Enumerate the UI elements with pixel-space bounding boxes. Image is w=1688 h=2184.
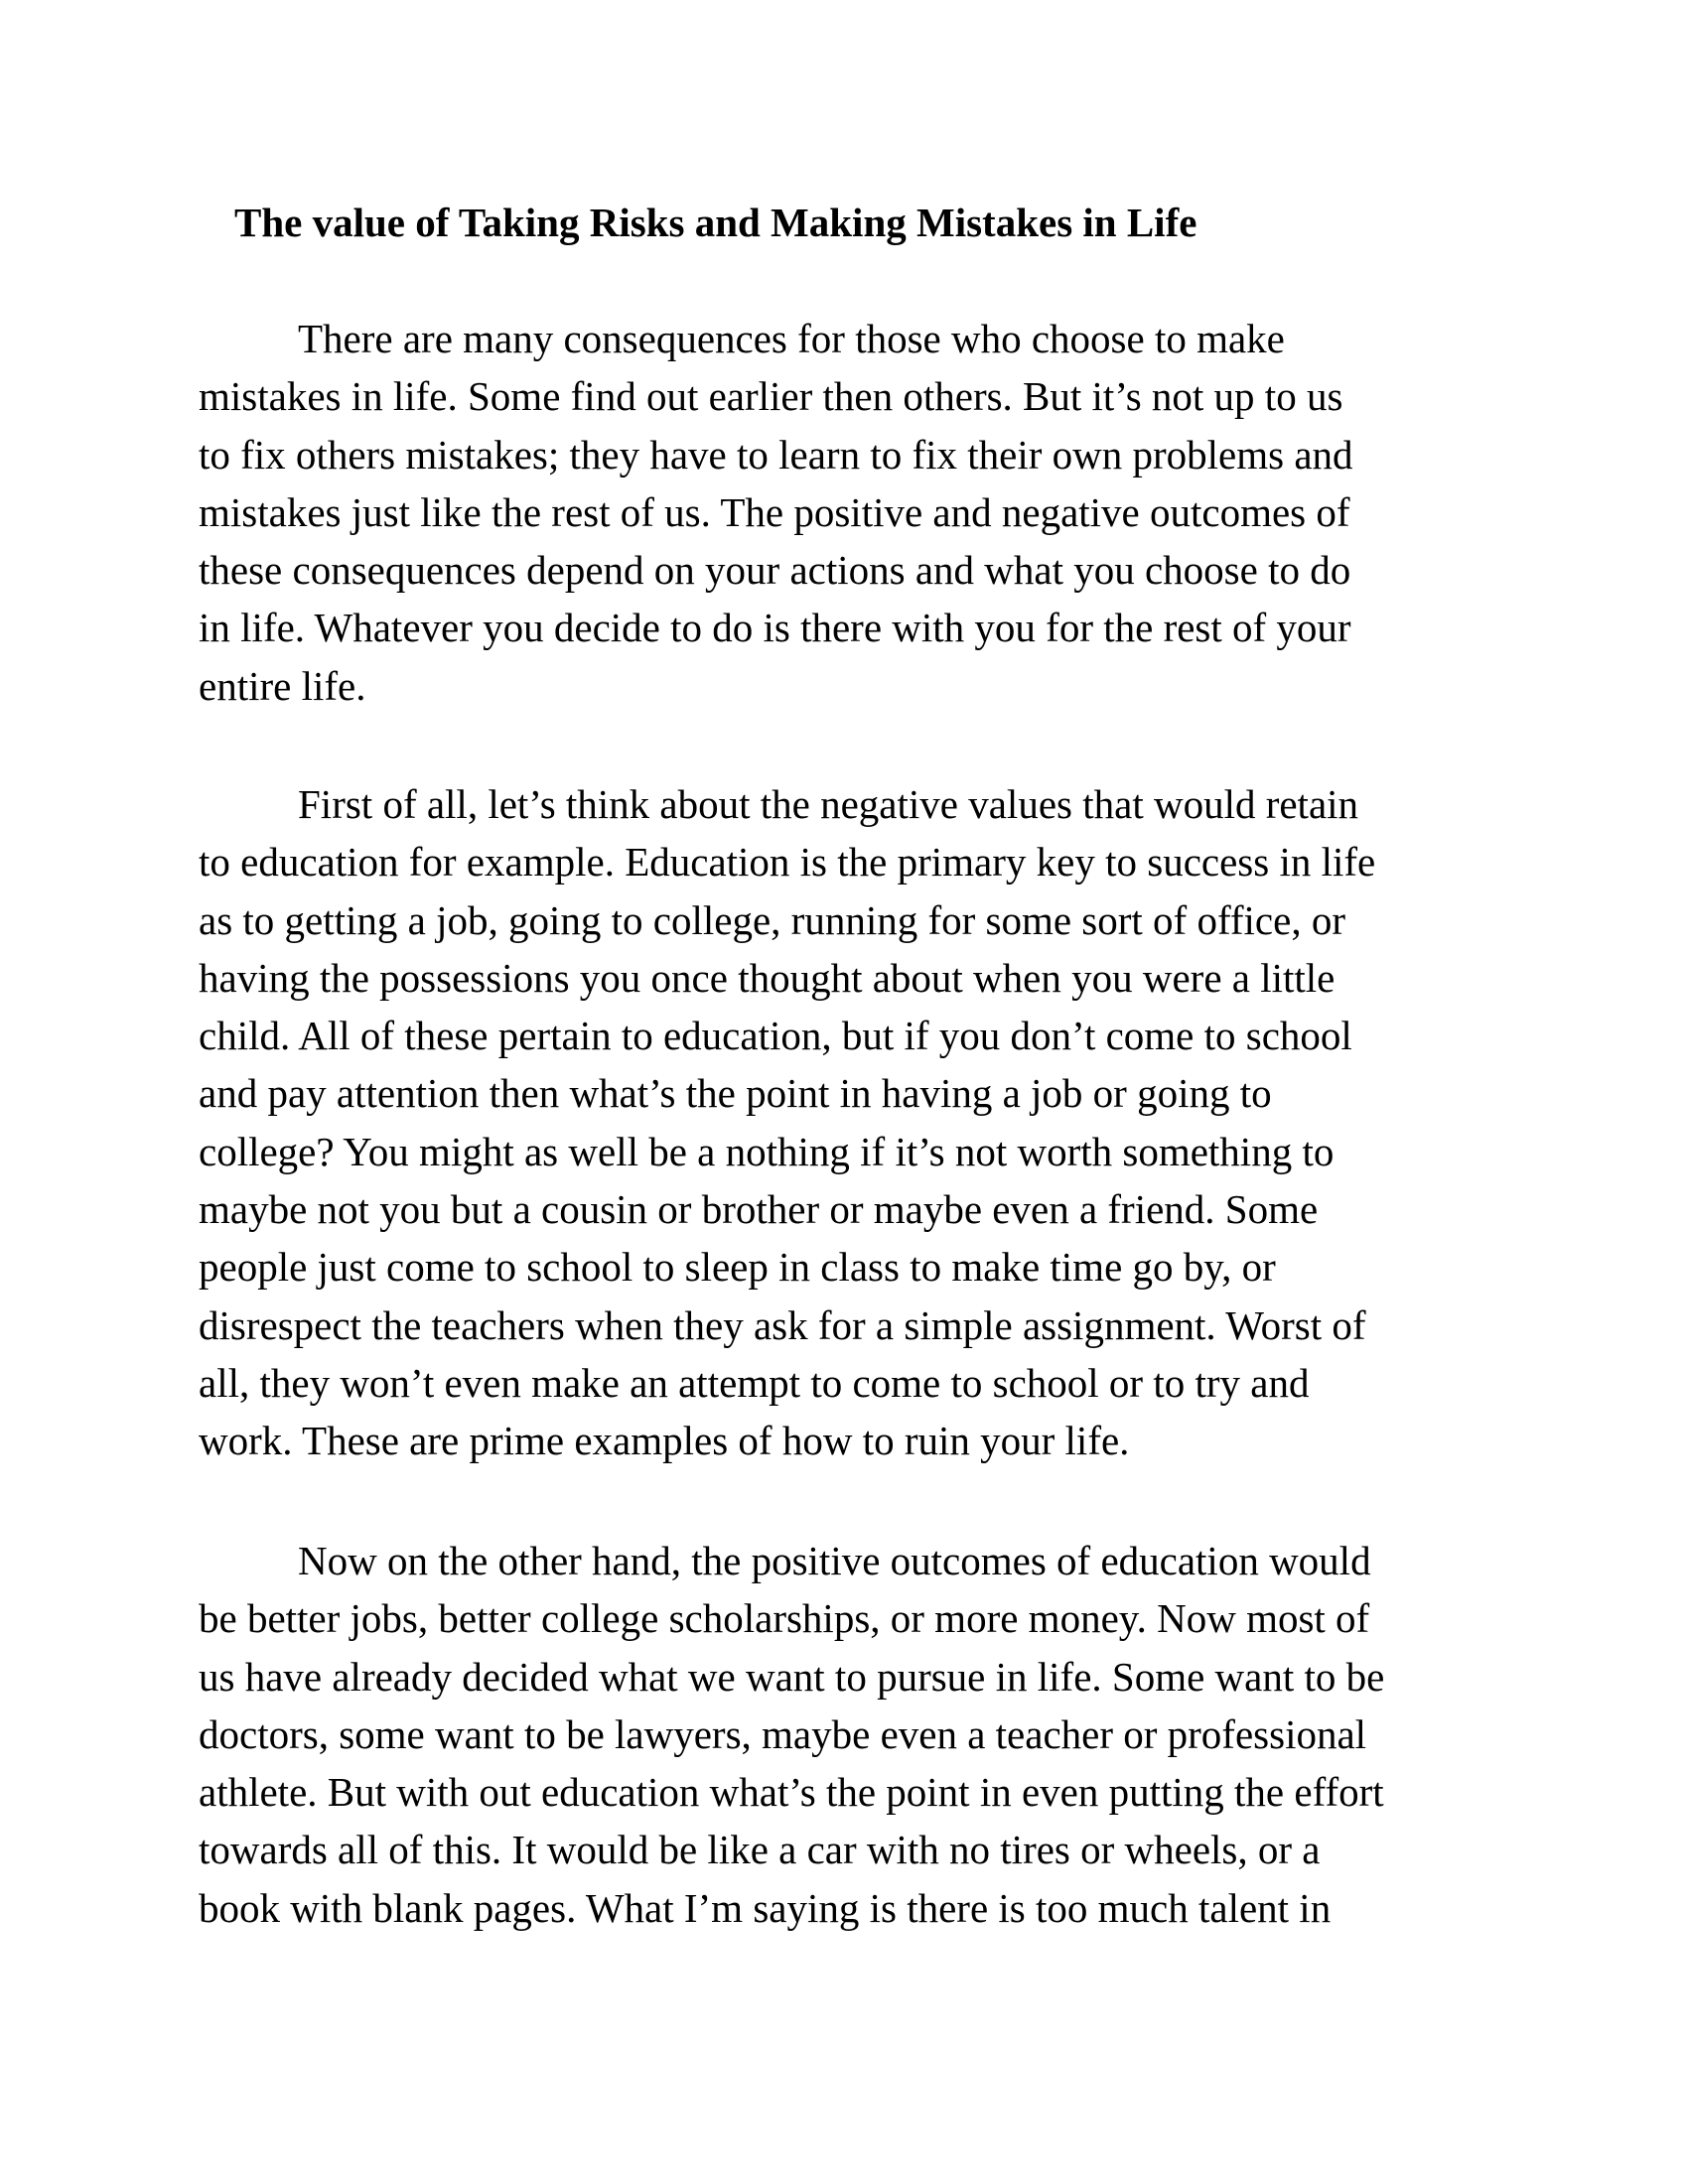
text-line: us have already decided what we want to pursue in life. Some want to be — [199, 1653, 1385, 1700]
text-line: to education for example. Education is the primary key to success in life — [199, 839, 1376, 886]
text-line: college? You might as well be a nothing if it’s not worth something to — [199, 1128, 1335, 1174]
text-line: book with blank pages. What I’m saying is there is too much talent in — [199, 1884, 1332, 1931]
text-line: There are many consequences for those who choose to make — [298, 316, 1285, 361]
text-line: to fix others mistakes; they have to learn to fix their own problems and — [199, 431, 1353, 478]
text-line: having the possessions you once thought about when you were a little — [199, 954, 1336, 1001]
text-line: child. All of these pertain to education, but if you don’t come to school — [199, 1013, 1352, 1059]
text-line: and pay attention then what’s the point in having a job or going to — [199, 1070, 1272, 1117]
text-line: people just come to school to sleep in class to make time go by, or — [199, 1244, 1276, 1291]
text-line: work. These are prime examples of how to ruin your life. — [199, 1418, 1130, 1464]
text-line: towards all of this. It would be like a car with no tires or wheels, or a — [199, 1827, 1321, 1873]
text-line: maybe not you but a cousin or brother or maybe even a friend. Some — [199, 1186, 1319, 1233]
text-line: be better jobs, better college scholarships, or more money. Now most of — [199, 1595, 1370, 1642]
text-line: entire life. — [199, 662, 366, 709]
text-line: Now on the other hand, the positive outcomes of education would — [298, 1538, 1371, 1583]
paragraph-3 — [199, 1532, 1384, 1937]
text-line: mistakes just like the rest of us. The positive and negative outcomes of — [199, 488, 1350, 535]
text-line: these consequences depend on your actions and what you choose to do — [199, 547, 1351, 594]
document-title: The value of Taking Risks and Making Mistakes in Life — [234, 200, 1197, 245]
paragraph-2 — [199, 775, 1375, 1470]
text-line: as to getting a job, going to college, running for some sort of office, or — [199, 896, 1345, 943]
paragraph-1 — [199, 310, 1353, 715]
text-line: athlete. But with out education what’s the point in even putting the effort — [199, 1769, 1384, 1816]
text-line: First of all, let’s think about the negative values that would retain — [298, 781, 1359, 827]
text-line: in life. Whatever you decide to do is there with you for the rest of your — [199, 605, 1351, 651]
text-line: disrespect the teachers when they ask for a simple assignment. Worst of — [199, 1301, 1366, 1348]
text-line: doctors, some want to be lawyers, maybe even a teacher or professional — [199, 1710, 1367, 1757]
text-line: all, they won’t even make an attempt to come to school or to try and — [199, 1359, 1310, 1406]
text-line: mistakes in life. Some find out earlier then others. But it’s not up to us — [199, 373, 1343, 420]
